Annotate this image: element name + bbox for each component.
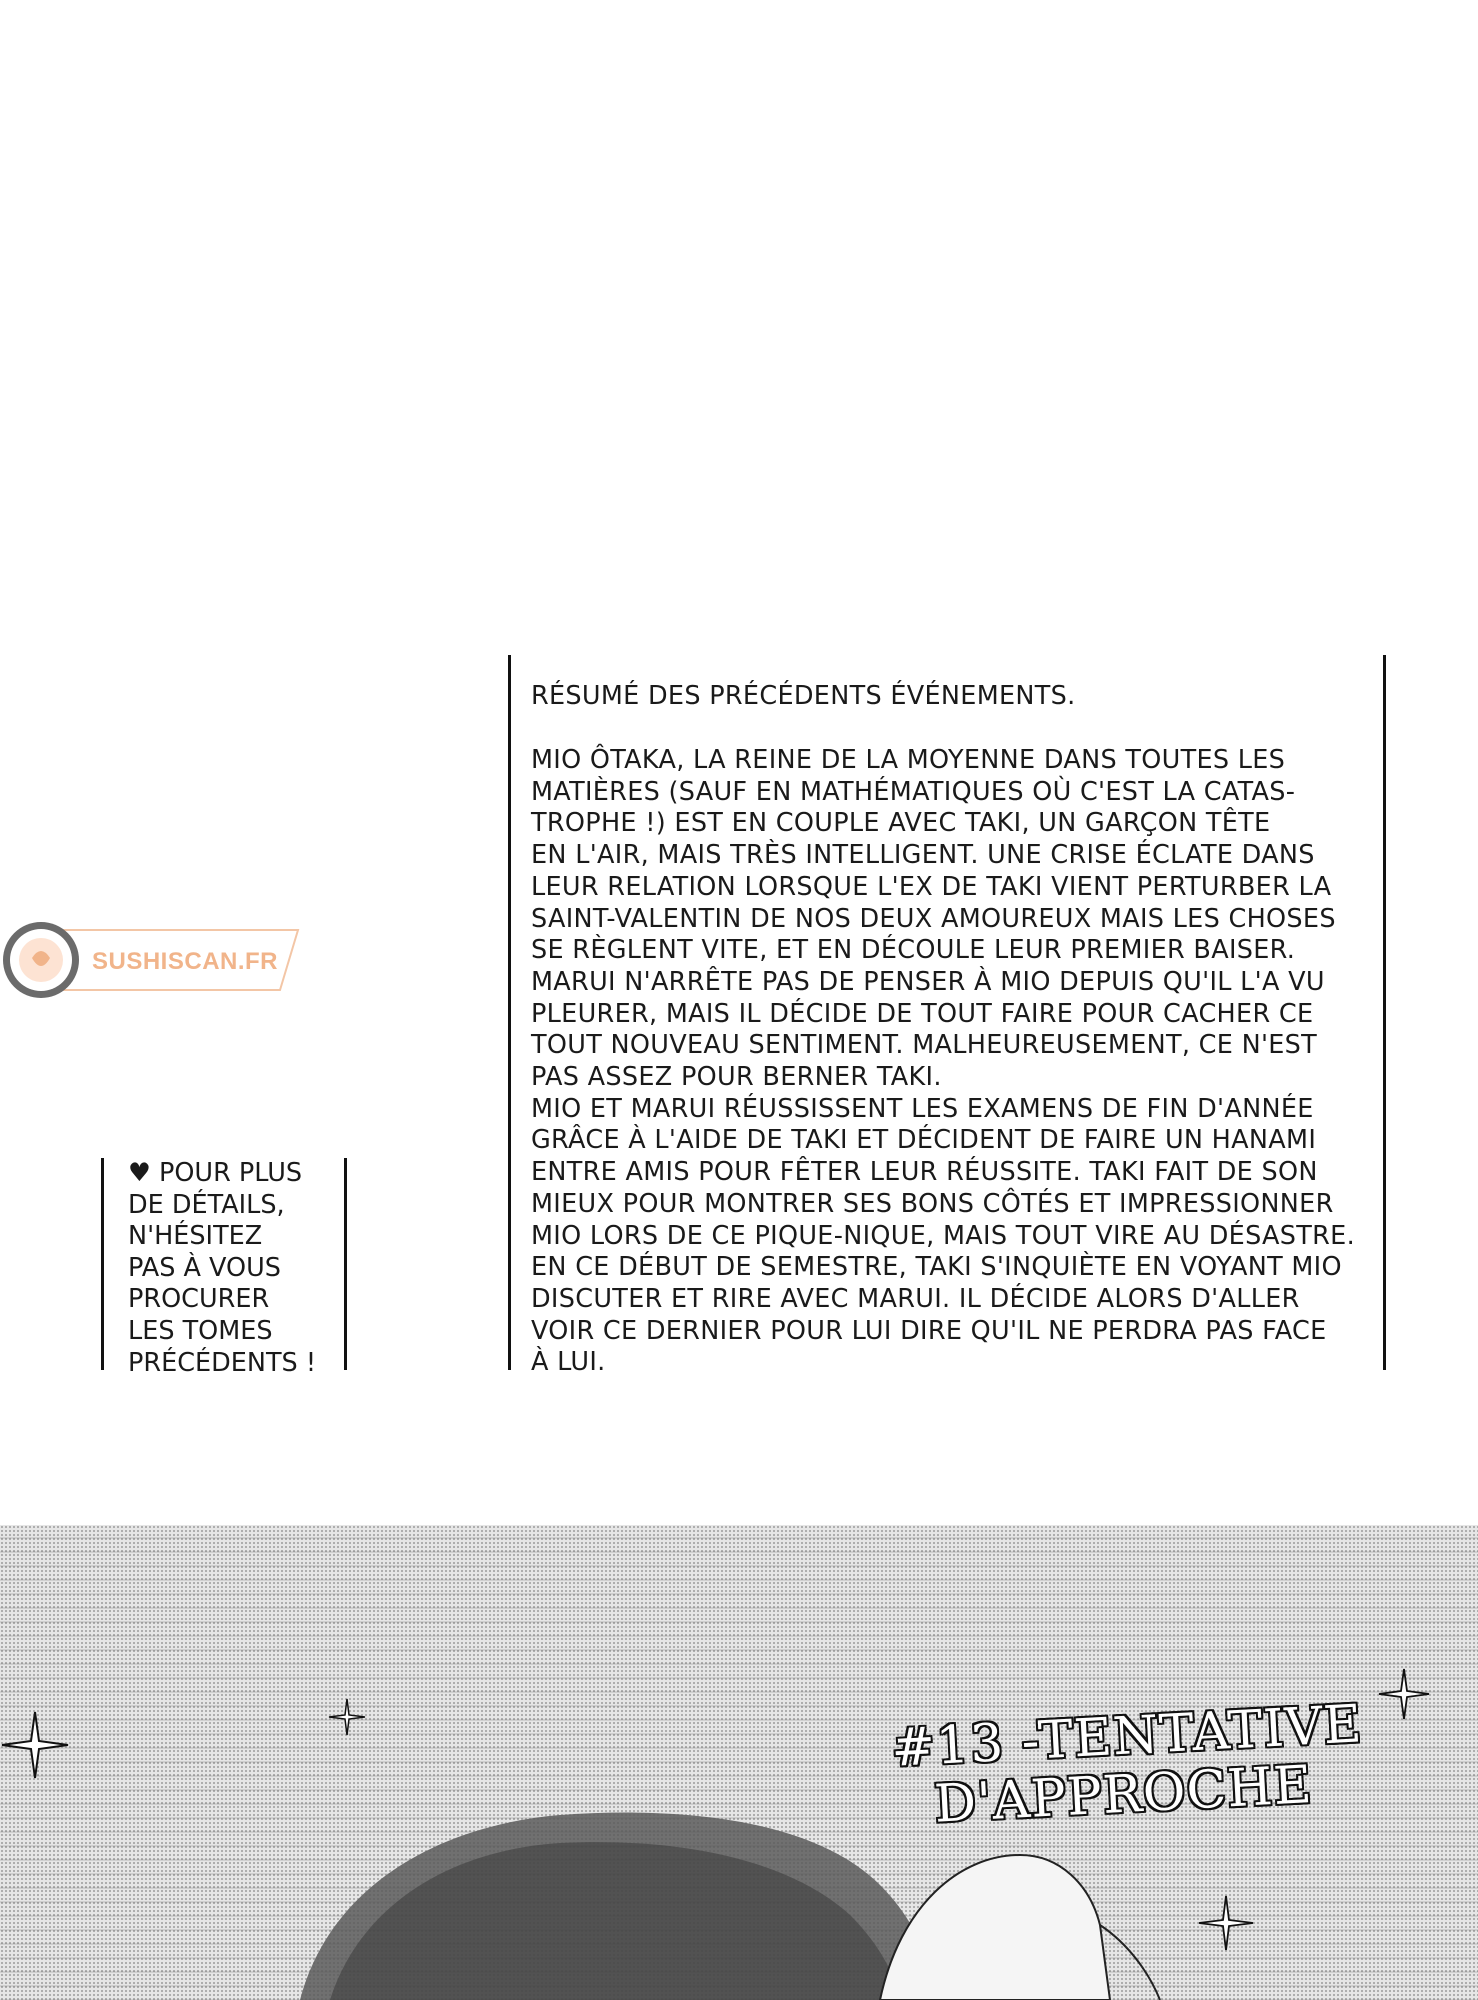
sparkle-icon (328, 1698, 366, 1736)
note-box (101, 1158, 347, 1378)
chapter-title (890, 1695, 1367, 1836)
watermark-text[interactable]: SUSHISCAN.FR (92, 948, 279, 975)
summary-body: MIO ÔTAKA, LA REINE DE LA MOYENNE DANS TOUTES LES MATIÈRES (SAUF EN MATHÉMATIQUES OÙ C'EST LA CATAS- TROPHE !) EST EN COUPLE AVEC TAKI, UN GARÇON TÊTE EN L'AIR, MAIS TRÈS INTELLIGENT. UNE CRISE ÉCLATE DANS LEUR RELATION LORSQUE L'EX DE TAKI VIENT PERTURBER LA SAINT-VALENTIN DE NOS DEUX AMOUREUX MAIS LES CHOSES SE RÈGLENT VITE, ET EN DÉCOULE LEUR PREMIER BAISER. MARUI N'ARRÊTE PAS DE PENSER À MIO DEPUIS QU'IL L'A VU PLEURER, MAIS IL DÉCIDE DE TOUT FAIRE POUR CACHER CE TOUT NOUVEAU SENTIMENT. MALHEUREUSEMENT, CE N'EST PAS ASSEZ POUR BERNER TAKI. MIO ET MARUI RÉUSSISSENT LES EXAMENS DE FIN D'ANNÉE GRÂCE À L'AIDE DE TAKI ET DÉCIDENT DE FAIRE UN HANAMI ENTRE AMIS POUR FÊTER LEUR RÉUSSITE. TAKI FAIT DE SON MIEUX POUR MONTRER SES BONS CÔTÉS ET IMPRESSIONNER MIO LORS DE CE PIQUE-NIQUE, MAIS TOUT VIRE AU DÉSASTRE. EN CE DÉBUT DE SEMESTRE, TAKI S'INQUIÈTE EN VOYANT MIO DISCUTER ET RIRE AVEC MARUI. IL DÉCIDE ALORS D'ALLER VOIR CE DERNIER POUR LUI DIRE QU'IL NE PERDRA PAS FACE À LUI. (531, 745, 1355, 1378)
chapter-title-line2: D'APPROCHE (932, 1755, 1314, 1835)
summary-box (508, 655, 1386, 1378)
summary-title: RÉSUMÉ DES PRÉCÉDENTS ÉVÉNEMENTS. (531, 681, 1076, 711)
note-text: ♥ POUR PLUS DE DÉTAILS, N'HÉSITEZ PAS À VOUS PROCURER LES TOMES PRÉCÉDENTS ! (128, 1158, 317, 1378)
sparkle-icon (1378, 1668, 1430, 1720)
watermark (0, 918, 300, 1002)
sparkle-icon (0, 1710, 70, 1780)
sparkle-icon (1198, 1895, 1254, 1951)
chapter-title-line1: #13 -TENTATIVE (889, 1694, 1364, 1779)
